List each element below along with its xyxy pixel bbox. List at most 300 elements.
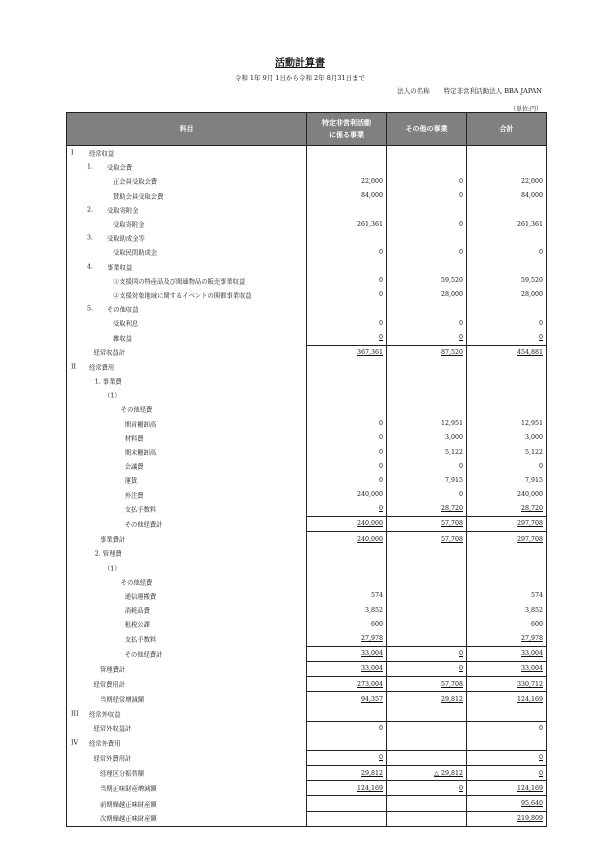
row-subject	[67, 589, 307, 603]
cell-total: 454,881	[467, 345, 547, 360]
row-subject	[67, 445, 307, 459]
cell-specified: 124,169	[307, 781, 387, 796]
table-row	[67, 781, 547, 796]
row-subject	[67, 721, 307, 736]
cell-specified: 0	[307, 288, 387, 302]
row-number: IV	[71, 739, 79, 747]
cell-other	[387, 402, 467, 416]
row-label: 次期繰越正味財産額	[100, 815, 157, 823]
header-subject: 科目	[67, 113, 307, 146]
row-subject	[67, 631, 307, 646]
cell-total	[467, 203, 547, 217]
cell-other: 0	[387, 646, 467, 661]
row-label: 正会員受取会費	[113, 178, 158, 186]
row-label: 経理区分振替額	[100, 770, 145, 778]
cell-total: 59,520	[467, 274, 547, 288]
row-number: 3.	[87, 234, 94, 242]
cell-total	[467, 706, 547, 721]
cell-specified	[307, 146, 387, 161]
cell-other: △ 29,812	[387, 766, 467, 781]
cell-specified: 240,000	[307, 488, 387, 502]
row-label: 賛助会員受取会費	[113, 193, 164, 201]
row-subject	[67, 459, 307, 473]
table-row	[67, 260, 547, 274]
row-subject	[67, 402, 307, 416]
row-subject	[67, 546, 307, 560]
row-subject	[67, 417, 307, 431]
cell-other	[387, 560, 467, 574]
row-label: 事業費計	[100, 536, 126, 544]
table-row	[67, 532, 547, 547]
row-label: 当期正味財産増減額	[100, 785, 157, 793]
row-subject	[67, 388, 307, 402]
table-row	[67, 217, 547, 231]
row-label: 事業収益	[107, 264, 133, 272]
row-label: 運賃	[124, 477, 138, 485]
cell-other: 87,520	[387, 345, 467, 360]
cell-other: 57,708	[387, 676, 467, 691]
cell-specified	[307, 231, 387, 245]
row-label: 通信運搬費	[124, 593, 157, 601]
row-number: II	[71, 363, 76, 371]
row-number: I	[71, 149, 74, 157]
row-subject	[67, 431, 307, 445]
table-body	[67, 146, 547, 827]
row-label: 雑収益	[113, 335, 132, 343]
cell-total: 33,004	[467, 661, 547, 676]
table-row	[67, 488, 547, 502]
row-label: 受取民間助成金	[113, 249, 158, 257]
cell-specified: 94,357	[307, 692, 387, 707]
cell-other	[387, 706, 467, 721]
cell-total: 28,720	[467, 502, 547, 517]
cell-total: 297,708	[467, 516, 547, 531]
cell-specified: 0	[307, 274, 387, 288]
cell-total: 28,000	[467, 288, 547, 302]
cell-total: 0	[467, 459, 547, 473]
row-subject	[67, 316, 307, 330]
row-label: 経常費用計	[93, 681, 125, 689]
row-label: 期末棚卸高	[124, 449, 157, 457]
cell-specified	[307, 796, 387, 811]
cell-other: 0	[387, 189, 467, 203]
cell-other: 29,812	[387, 692, 467, 707]
cell-specified: 27,978	[307, 631, 387, 646]
table-row	[67, 676, 547, 691]
cell-total: 7,915	[467, 473, 547, 487]
reporting-period: 令和 1年 9月 1日から令和 2年 8月31日まで	[234, 74, 366, 82]
document-title: 活動計算書	[275, 58, 325, 69]
table-row	[67, 631, 547, 646]
row-number: III	[71, 710, 79, 718]
cell-specified: 0	[307, 245, 387, 259]
cell-specified	[307, 360, 387, 374]
cell-total: 124,169	[467, 781, 547, 796]
table-row	[67, 160, 547, 174]
row-label: ①支援国の特産品及び関連物品の販売事業収益	[113, 278, 246, 286]
table-row	[67, 345, 547, 360]
cell-total: 297,708	[467, 532, 547, 547]
cell-total: 0	[467, 316, 547, 330]
row-subject	[67, 796, 307, 811]
table-row	[67, 316, 547, 330]
row-subject	[67, 217, 307, 231]
cell-other: 57,708	[387, 532, 467, 547]
row-label: 期首棚卸高	[124, 421, 157, 429]
row-label: 支払手数料	[124, 506, 157, 514]
cell-other: 0	[387, 217, 467, 231]
cell-other	[387, 302, 467, 316]
cell-specified: 600	[307, 617, 387, 631]
cell-total: 0	[467, 750, 547, 765]
cell-other	[387, 360, 467, 374]
row-number: 2.	[87, 206, 94, 214]
cell-total: 219,809	[467, 811, 547, 826]
row-label: 1. 事業費	[94, 378, 122, 386]
cell-total: 0	[467, 330, 547, 345]
cell-total: 600	[467, 617, 547, 631]
table-row	[67, 589, 547, 603]
cell-specified	[307, 736, 387, 751]
cell-other: 28,000	[387, 288, 467, 302]
cell-total	[467, 546, 547, 560]
cell-total: 5,122	[467, 445, 547, 459]
row-subject	[67, 174, 307, 188]
table-row	[67, 288, 547, 302]
table-row	[67, 575, 547, 589]
organization-label: 法人の名称	[397, 87, 430, 95]
row-subject	[67, 603, 307, 617]
cell-total: 3,852	[467, 603, 547, 617]
cell-other: 0	[387, 174, 467, 188]
table-row	[67, 231, 547, 245]
row-subject	[67, 766, 307, 781]
table-row	[67, 330, 547, 345]
row-subject	[67, 473, 307, 487]
row-number: 1.	[87, 163, 94, 171]
row-subject	[67, 245, 307, 259]
cell-specified: 22,000	[307, 174, 387, 188]
cell-specified: 0	[307, 445, 387, 459]
cell-specified: 0	[307, 473, 387, 487]
cell-other: 57,708	[387, 516, 467, 531]
table-row	[67, 661, 547, 676]
cell-specified: 0	[307, 417, 387, 431]
cell-other	[387, 631, 467, 646]
row-label: 受取助成金等	[107, 235, 145, 243]
cell-total	[467, 146, 547, 161]
cell-specified	[307, 388, 387, 402]
table-row	[67, 721, 547, 736]
cell-total	[467, 360, 547, 374]
cell-other: 0	[387, 245, 467, 259]
cell-specified: 0	[307, 459, 387, 473]
row-subject	[67, 516, 307, 531]
cell-specified	[307, 811, 387, 826]
row-number: 5.	[87, 305, 94, 313]
cell-total	[467, 560, 547, 574]
cell-specified: 0	[307, 431, 387, 445]
table-row	[67, 302, 547, 316]
row-subject	[67, 646, 307, 661]
row-subject	[67, 146, 307, 161]
cell-total: 240,000	[467, 488, 547, 502]
table-row	[67, 603, 547, 617]
header-specified-nonprofit	[307, 113, 387, 146]
row-label: 外注費	[124, 492, 144, 500]
table-row	[67, 811, 547, 826]
cell-other	[387, 617, 467, 631]
table-row	[67, 546, 547, 560]
organization-info	[397, 86, 542, 95]
cell-total	[467, 402, 547, 416]
table-row	[67, 445, 547, 459]
cell-total: 574	[467, 589, 547, 603]
row-subject	[67, 617, 307, 631]
row-label: その他経費	[120, 406, 153, 414]
cell-specified	[307, 203, 387, 217]
row-subject	[67, 781, 307, 796]
row-label: 受取寄附金	[107, 207, 139, 215]
row-subject	[67, 345, 307, 360]
cell-total: 95,640	[467, 796, 547, 811]
table-row	[67, 189, 547, 203]
row-label: 会議費	[124, 463, 144, 471]
row-label: 管理費計	[100, 666, 126, 674]
row-label: 材料費	[124, 435, 144, 443]
row-label: 受取会費	[107, 164, 133, 172]
table-row	[67, 692, 547, 707]
cell-total	[467, 388, 547, 402]
cell-specified	[307, 546, 387, 560]
cell-total: 3,000	[467, 431, 547, 445]
row-label: 経常収益	[89, 150, 115, 158]
row-label: 当期経常増減額	[100, 696, 145, 704]
row-subject	[67, 676, 307, 691]
row-label: その他収益	[107, 306, 139, 314]
cell-other	[387, 388, 467, 402]
cell-other	[387, 160, 467, 174]
organization-name: 特定非営利活動法人 BBA JAPAN	[443, 87, 542, 95]
cell-specified: 0	[307, 330, 387, 345]
cell-specified: 33,004	[307, 646, 387, 661]
cell-other	[387, 260, 467, 274]
cell-specified: 84,000	[307, 189, 387, 203]
cell-total: 0	[467, 766, 547, 781]
cell-specified: 261,361	[307, 217, 387, 231]
row-label: 経常収益計	[93, 349, 125, 357]
row-label: （1）	[103, 392, 121, 400]
cell-specified	[307, 560, 387, 574]
cell-total	[467, 160, 547, 174]
cell-other	[387, 546, 467, 560]
row-label: （1）	[103, 565, 121, 573]
row-label: その他経費計	[124, 651, 163, 659]
header-specified-line2: に係る事業	[329, 130, 364, 139]
table-row	[67, 459, 547, 473]
table-row	[67, 646, 547, 661]
row-subject	[67, 302, 307, 316]
cell-total: 261,361	[467, 217, 547, 231]
cell-other	[387, 231, 467, 245]
cell-other: 0	[387, 459, 467, 473]
row-subject	[67, 750, 307, 765]
row-subject	[67, 189, 307, 203]
cell-specified	[307, 706, 387, 721]
row-subject	[67, 203, 307, 217]
table-row	[67, 560, 547, 574]
table-row	[67, 617, 547, 631]
cell-other	[387, 203, 467, 217]
cell-total	[467, 231, 547, 245]
row-label: その他経費計	[124, 521, 163, 529]
row-subject	[67, 560, 307, 574]
row-label: 消耗品費	[124, 607, 150, 615]
table-row	[67, 146, 547, 161]
row-subject	[67, 360, 307, 374]
cell-specified: 29,812	[307, 766, 387, 781]
cell-specified	[307, 575, 387, 589]
row-label: 経常外収益	[89, 711, 121, 719]
row-subject	[67, 231, 307, 245]
row-subject	[67, 288, 307, 302]
cell-specified	[307, 402, 387, 416]
header-total: 合計	[467, 113, 547, 146]
cell-specified: 0	[307, 502, 387, 517]
cell-specified: 240,000	[307, 516, 387, 531]
table-row	[67, 402, 547, 416]
cell-total: 330,712	[467, 676, 547, 691]
cell-total	[467, 575, 547, 589]
row-subject	[67, 692, 307, 707]
cell-other	[387, 146, 467, 161]
cell-total: 84,000	[467, 189, 547, 203]
row-label: ②支援対象地域に関するイベントの開催事業収益	[113, 292, 252, 300]
cell-other: 0	[387, 316, 467, 330]
cell-total	[467, 302, 547, 316]
cell-specified: 367,361	[307, 345, 387, 360]
cell-other	[387, 575, 467, 589]
table-row	[67, 388, 547, 402]
row-label: 経常外費用計	[93, 755, 132, 763]
cell-total: 0	[467, 245, 547, 259]
table-row	[67, 360, 547, 374]
header-other-business: その他の事業	[387, 113, 467, 146]
row-subject	[67, 502, 307, 517]
cell-specified: 574	[307, 589, 387, 603]
cell-specified	[307, 160, 387, 174]
table-row	[67, 736, 547, 751]
row-subject	[67, 160, 307, 174]
cell-specified: 0	[307, 750, 387, 765]
table-row	[67, 473, 547, 487]
cell-other: 3,000	[387, 431, 467, 445]
cell-other: 5,122	[387, 445, 467, 459]
cell-other: 12,951	[387, 417, 467, 431]
cell-total: 22,000	[467, 174, 547, 188]
row-label: 租税公課	[124, 621, 150, 629]
table-row	[67, 431, 547, 445]
cell-other	[387, 721, 467, 736]
cell-other	[387, 811, 467, 826]
cell-other: 0	[387, 661, 467, 676]
cell-specified: 33,004	[307, 661, 387, 676]
row-subject	[67, 274, 307, 288]
cell-other: 0	[387, 488, 467, 502]
row-subject	[67, 374, 307, 388]
cell-total	[467, 374, 547, 388]
cell-total: 27,978	[467, 631, 547, 646]
table-row	[67, 796, 547, 811]
row-subject	[67, 575, 307, 589]
cell-specified	[307, 302, 387, 316]
cell-specified: 0	[307, 721, 387, 736]
row-subject	[67, 661, 307, 676]
cell-other: 0	[387, 781, 467, 796]
row-label: 支払手数料	[124, 636, 157, 644]
cell-total: 124,169	[467, 692, 547, 707]
row-label: 前期繰越正味財産額	[100, 801, 157, 809]
table-row	[67, 245, 547, 259]
table-row	[67, 417, 547, 431]
cell-total: 33,004	[467, 646, 547, 661]
row-label: その他経費	[120, 579, 153, 587]
cell-total: 0	[467, 721, 547, 736]
row-number: 4.	[87, 263, 94, 271]
cell-other	[387, 736, 467, 751]
cell-other: 0	[387, 330, 467, 345]
cell-specified: 240,000	[307, 532, 387, 547]
row-label: 経常外費用	[89, 740, 121, 748]
row-subject	[67, 330, 307, 345]
table-row	[67, 502, 547, 517]
table-row	[67, 766, 547, 781]
table-row	[67, 274, 547, 288]
row-subject	[67, 736, 307, 751]
table-row	[67, 750, 547, 765]
row-label: 経常外収益計	[93, 725, 132, 733]
table-row	[67, 706, 547, 721]
cell-other	[387, 796, 467, 811]
row-subject	[67, 706, 307, 721]
activity-statement-table	[66, 112, 547, 827]
row-label: 経常費用	[89, 364, 115, 372]
cell-specified: 273,004	[307, 676, 387, 691]
unit-note: （単位:円）	[509, 106, 542, 113]
cell-other	[387, 374, 467, 388]
cell-other	[387, 589, 467, 603]
cell-specified: 3,852	[307, 603, 387, 617]
cell-total: 12,951	[467, 417, 547, 431]
cell-specified	[307, 374, 387, 388]
cell-other: 59,520	[387, 274, 467, 288]
cell-total	[467, 260, 547, 274]
table-row	[67, 174, 547, 188]
cell-other: 7,915	[387, 473, 467, 487]
row-subject	[67, 811, 307, 826]
cell-specified: 0	[307, 316, 387, 330]
row-label: 受取寄附金	[113, 221, 145, 229]
table-row	[67, 203, 547, 217]
cell-other	[387, 603, 467, 617]
cell-other: 28,720	[387, 502, 467, 517]
row-subject	[67, 488, 307, 502]
cell-other	[387, 750, 467, 765]
cell-specified	[307, 260, 387, 274]
table-row	[67, 516, 547, 531]
header-specified-line1: 特定非営利活動	[322, 118, 371, 127]
row-subject	[67, 532, 307, 547]
